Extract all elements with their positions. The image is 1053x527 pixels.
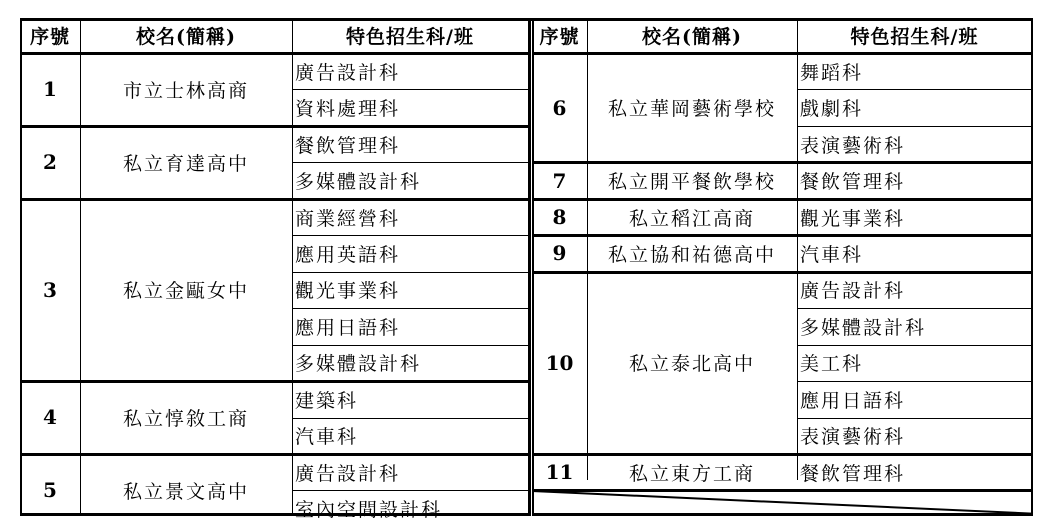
program-row-rule (292, 308, 528, 309)
program-row-rule (797, 418, 1032, 419)
school-serial: 3 (43, 277, 57, 302)
program-cell: 餐飲管理科 (800, 171, 906, 194)
table-top-border (20, 18, 1032, 21)
school-name: 私立華岡藝術學校 (607, 98, 776, 121)
program-cell: 多媒體設計科 (295, 171, 422, 194)
program-cell: 表演藝術科 (800, 134, 906, 157)
school-serial: 10 (545, 350, 574, 375)
program-row-rule (797, 345, 1032, 346)
school-name: 私立金甌女中 (122, 280, 249, 303)
school-name: 私立景文高中 (122, 480, 249, 503)
program-cell: 室內空間設計科 (295, 499, 443, 522)
school-serial: 4 (43, 405, 57, 430)
program-cell: 多媒體設計科 (800, 316, 927, 339)
program-row-rule (292, 89, 528, 90)
program-cell: 廣告設計科 (295, 462, 401, 485)
program-row-rule (292, 272, 528, 273)
school-name: 私立稻江高商 (628, 207, 755, 230)
program-cell: 應用日語科 (800, 389, 906, 412)
program-row-rule (292, 418, 528, 419)
program-cell: 應用日語科 (295, 316, 401, 339)
program-cell: 建築科 (295, 389, 359, 412)
school-serial: 9 (552, 241, 567, 266)
program-cell: 餐飲管理科 (800, 462, 906, 485)
program-cell: 應用英語科 (295, 243, 401, 266)
program-cell: 表演藝術科 (800, 426, 906, 449)
header-serial: 序號 (539, 26, 580, 48)
header-school-name: 校名(簡稱) (136, 26, 236, 48)
program-row-rule (797, 89, 1032, 90)
program-cell: 餐飲管理科 (295, 134, 401, 157)
program-cell: 資料處理科 (295, 98, 401, 121)
program-row-rule (292, 162, 528, 163)
header-programs: 特色招生科/班 (850, 26, 979, 48)
center-divider-left (528, 18, 531, 516)
school-serial: 11 (545, 460, 574, 485)
school-serial: 1 (43, 77, 57, 102)
header-programs: 特色招生科/班 (346, 26, 474, 48)
school-name: 市立士林高商 (122, 79, 249, 102)
school-name: 私立東方工商 (628, 462, 755, 485)
empty-cell-top-rule (532, 489, 1032, 492)
program-cell: 汽車科 (295, 426, 359, 449)
program-cell: 觀光事業科 (295, 280, 401, 303)
school-serial: 6 (552, 95, 567, 120)
school-name: 私立開平餐飲學校 (607, 171, 776, 194)
header-serial: 序號 (29, 26, 70, 48)
school-serial: 2 (43, 150, 57, 175)
school-serial: 7 (552, 168, 567, 193)
program-row-rule (797, 126, 1032, 127)
program-cell: 美工科 (800, 353, 864, 376)
program-row-rule (292, 490, 528, 491)
program-row-rule (292, 345, 528, 346)
program-cell: 汽車科 (800, 243, 864, 266)
diagonal-line (532, 491, 1032, 514)
program-cell: 多媒體設計科 (295, 353, 422, 376)
school-name: 私立泰北高中 (628, 353, 755, 376)
school-name: 私立惇敘工商 (122, 407, 249, 430)
program-cell: 廣告設計科 (295, 61, 401, 84)
school-name: 私立協和祐德高中 (607, 243, 776, 266)
program-cell: 舞蹈科 (800, 61, 864, 84)
program-row-rule (797, 308, 1032, 309)
empty-cell-diagonal (532, 490, 1032, 516)
program-cell: 戲劇科 (800, 98, 864, 121)
program-row-rule (797, 381, 1032, 382)
school-serial: 5 (43, 478, 57, 503)
school-name: 私立育達高中 (122, 152, 249, 175)
header-school-name: 校名(簡稱) (642, 26, 742, 48)
program-cell: 廣告設計科 (800, 280, 906, 303)
program-cell: 觀光事業科 (800, 207, 906, 230)
school-serial: 8 (552, 205, 567, 230)
program-row-rule (292, 235, 528, 236)
program-cell: 商業經營科 (295, 207, 401, 230)
